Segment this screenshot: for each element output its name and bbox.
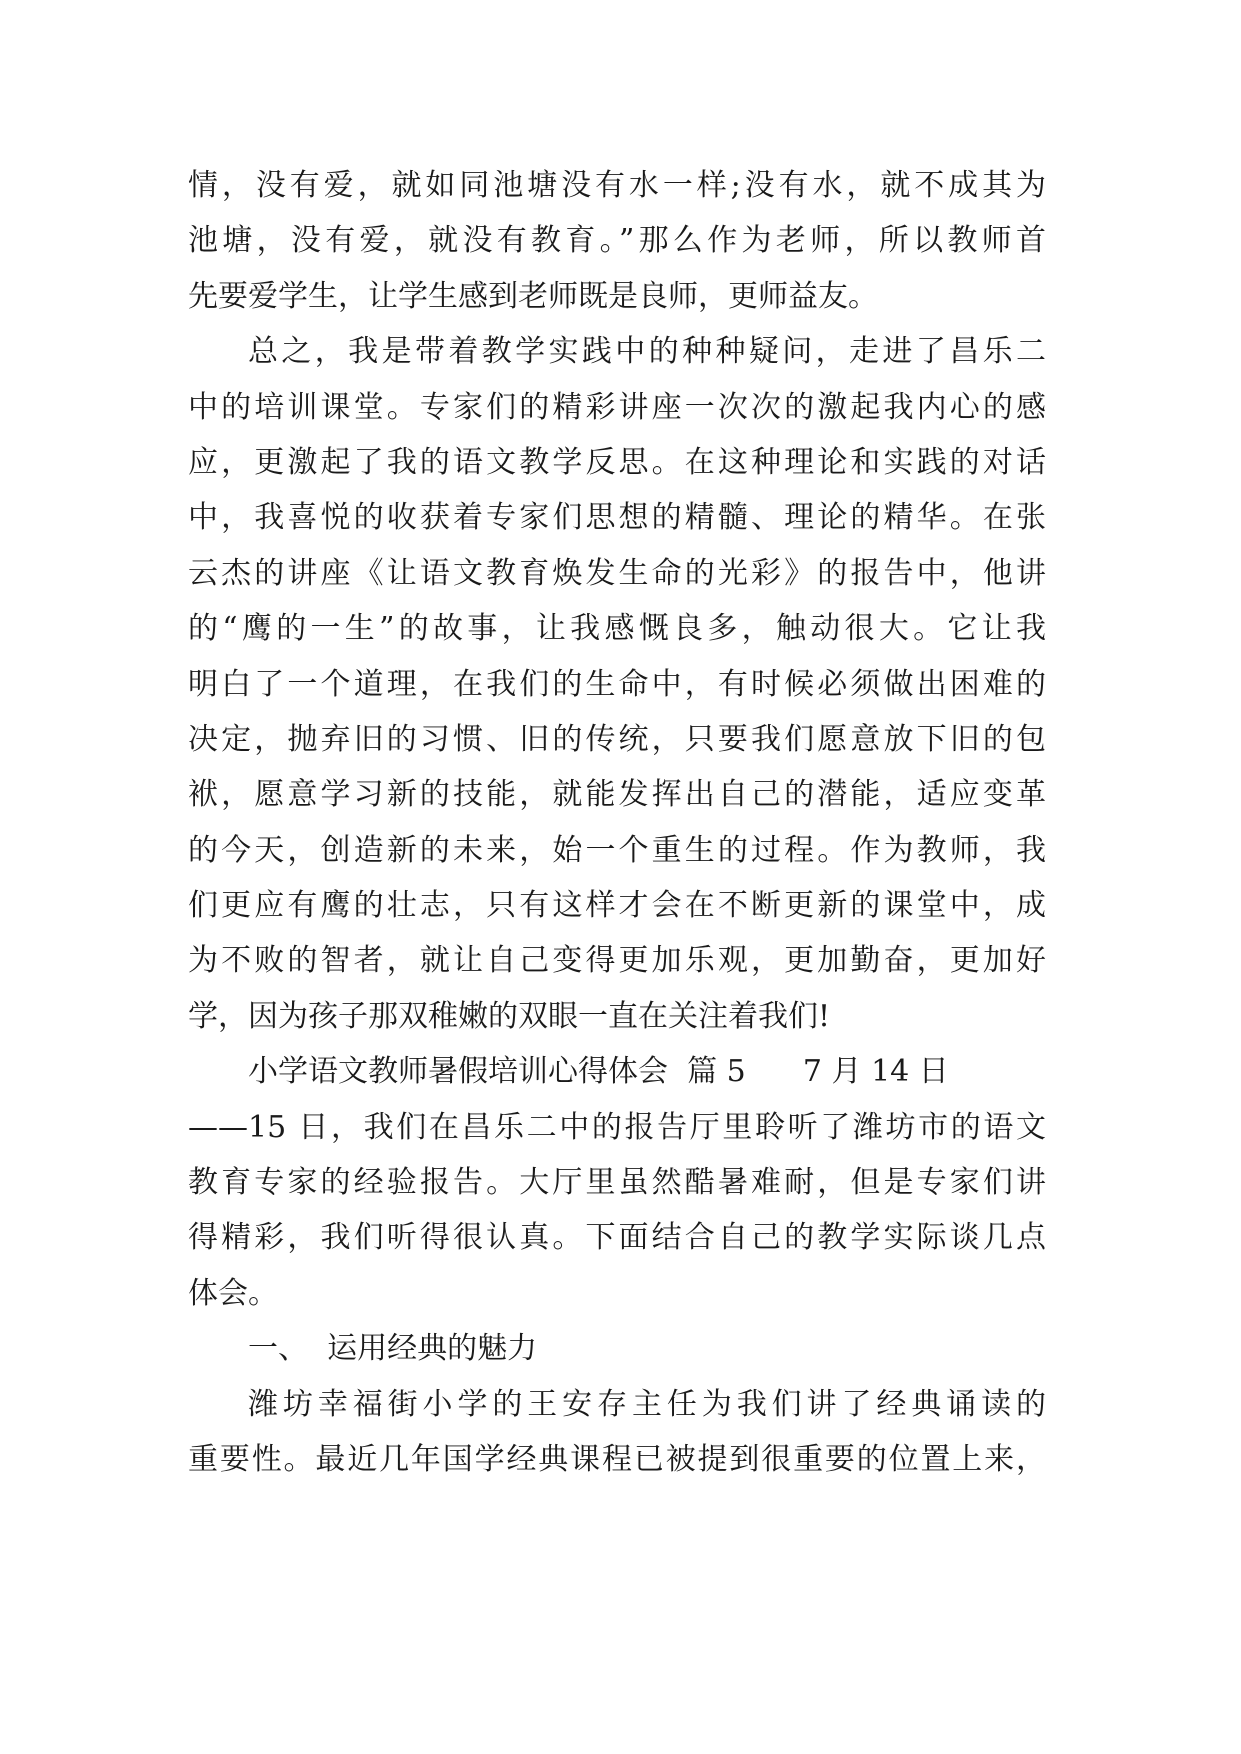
text-line: 小学语文教师暑假培训心得体会 篇 5 7 月 14 日 <box>248 1054 949 1090</box>
text-line: 总之，我是带着教学实践中的种种疑问，走进了昌乐二 <box>248 334 1046 370</box>
text-line: 们更应有鹰的壮志，只有这样才会在不断更新的课堂中，成 <box>188 888 1046 924</box>
text-line: 的“鹰的一生”的故事，让我感慨良多，触动很大。它让我 <box>188 611 1046 647</box>
body-text <box>188 158 1046 1487</box>
text-line: 先要爱学生，让学生感到老师既是良师，更师益友。 <box>188 278 878 314</box>
text-line: 体会。 <box>188 1275 278 1311</box>
text-line: 学，因为孩子那双稚嫩的双眼一直在关注着我们! <box>188 998 831 1034</box>
text-line: 得精彩，我们听得很认真。下面结合自己的教学实际谈几点 <box>188 1220 1046 1256</box>
text-line: 重要性。最近几年国学经典课程已被提到很重要的位置上来， <box>188 1441 1046 1477</box>
text-line: 情，没有爱，就如同池塘没有水一样;没有水，就不成其为 <box>188 168 1046 203</box>
paragraph <box>188 1044 1046 1321</box>
text-line: 明白了一个道理，在我们的生命中，有时候必须做出困难的 <box>188 666 1046 702</box>
text-line: 应，更激起了我的语文教学反思。在这种理论和实践的对话 <box>188 444 1046 480</box>
text-line: 中，我喜悦的收获着专家们思想的精髓、理论的精华。在张 <box>188 500 1046 536</box>
text-line: 教育专家的经验报告。大厅里虽然酷暑难耐，但是专家们讲 <box>188 1165 1046 1201</box>
paragraph <box>188 324 1046 1044</box>
paragraph <box>188 1377 1046 1488</box>
section-heading <box>188 1321 1046 1376</box>
text-line: ——15 日，我们在昌乐二中的报告厅里聆听了潍坊市的语文 <box>188 1109 1046 1145</box>
text-line: 潍坊幸福街小学的王安存主任为我们讲了经典诵读的 <box>248 1386 1046 1422</box>
text-line: 决定，抛弃旧的习惯、旧的传统，只要我们愿意放下旧的包 <box>188 721 1046 757</box>
paragraph <box>188 158 1046 324</box>
text-line: 云杰的讲座《让语文教育焕发生命的光彩》的报告中，他讲 <box>188 555 1046 591</box>
text-line: 一、 运用经典的魅力 <box>248 1331 538 1367</box>
text-line: 为不败的智者，就让自己变得更加乐观，更加勤奋，更加好 <box>188 943 1046 979</box>
text-line: 的今天，创造新的未来，始一个重生的过程。作为教师，我 <box>188 832 1046 868</box>
text-line: 中的培训课堂。专家们的精彩讲座一次次的激起我内心的感 <box>188 389 1046 425</box>
text-line: 袱，愿意学习新的技能，就能发挥出自己的潜能，适应变革 <box>188 777 1046 813</box>
text-line: 池塘，没有爱，就没有教育。”那么作为老师，所以教师首 <box>188 223 1046 259</box>
